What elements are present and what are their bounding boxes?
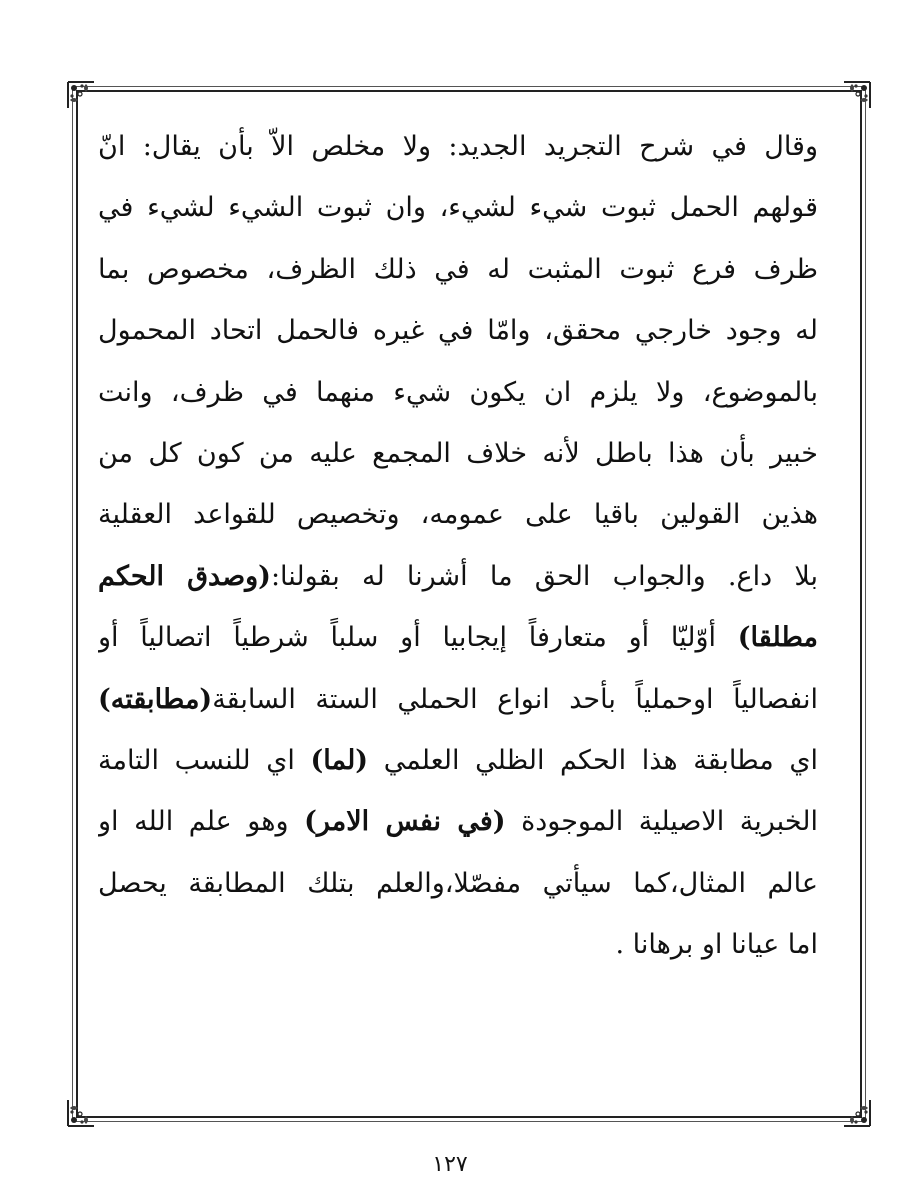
text-line (98, 669, 818, 730)
text-line: اما عيانا او برهانا . (615, 929, 818, 961)
text-segment: الخبرية الاصيلية الموجودة (505, 806, 818, 838)
text-line: قولهم الحمل ثبوت شيء لشيء، وان ثبوت الشيء لشيء في (98, 192, 818, 224)
emphasized-text: (لما) (310, 744, 369, 776)
emphasized-text: (وصدق الحكم (98, 560, 271, 592)
ornament-corner-bottom-left-icon (64, 1082, 112, 1130)
ornament-corner-bottom-right-icon (826, 1082, 874, 1130)
text-line (98, 546, 818, 607)
ornament-corner-top-right-icon (826, 78, 874, 126)
text-line: له وجود خارجي محقق، وامّا في غيره فالحمل اتحاد المحمول (98, 315, 818, 347)
emphasized-text: (مطابقته) (98, 683, 213, 715)
page-number: ١٢٧ (432, 1152, 468, 1177)
text-line: وقال في شرح التجريد الجديد: ولا مخلص الاّ بأن يقال: انّ (98, 131, 818, 162)
text-line: عالم المثال،كما سيأتي مفصّلا،والعلم بتلك المطابقة يحصل (98, 867, 818, 899)
emphasized-text: (في نفس الامر) (304, 806, 506, 838)
body-text (98, 116, 818, 975)
text-line (98, 791, 818, 852)
text-segment: اي للنسب التامة (98, 744, 311, 776)
text-segment: أوّليّا أو متعارفاً إيجابيا أو سلباً شرطياً اتصالياً أو (98, 622, 738, 654)
text-line: ظرف فرع ثبوت المثبت له في ذلك الظرف، مخصوص بما (98, 253, 818, 285)
text-segment: بلا داع. والجواب الحق ما أشرنا له بقولنا: (270, 560, 818, 592)
text-line (98, 607, 818, 668)
text-segment: اي مطابقة هذا الحكم الظلي العلمي (368, 744, 818, 776)
text-line: هذين القولين باقيا على عمومه، وتخصيص للقواعد العقلية (98, 499, 818, 531)
text-segment: وهو علم الله او (98, 806, 305, 838)
emphasized-text: مطلقا) (737, 622, 818, 654)
text-line: خبير بأن هذا باطل لأنه خلاف المجمع عليه من كون كل من (98, 437, 818, 469)
text-segment: انفصالياً اوحملياً بأحد انواع الحملي الستة السابقة (212, 683, 818, 715)
text-line: بالموضوع، ولا يلزم ان يكون شيء منهما في ظرف، وانت (98, 376, 818, 408)
text-line (98, 730, 818, 791)
